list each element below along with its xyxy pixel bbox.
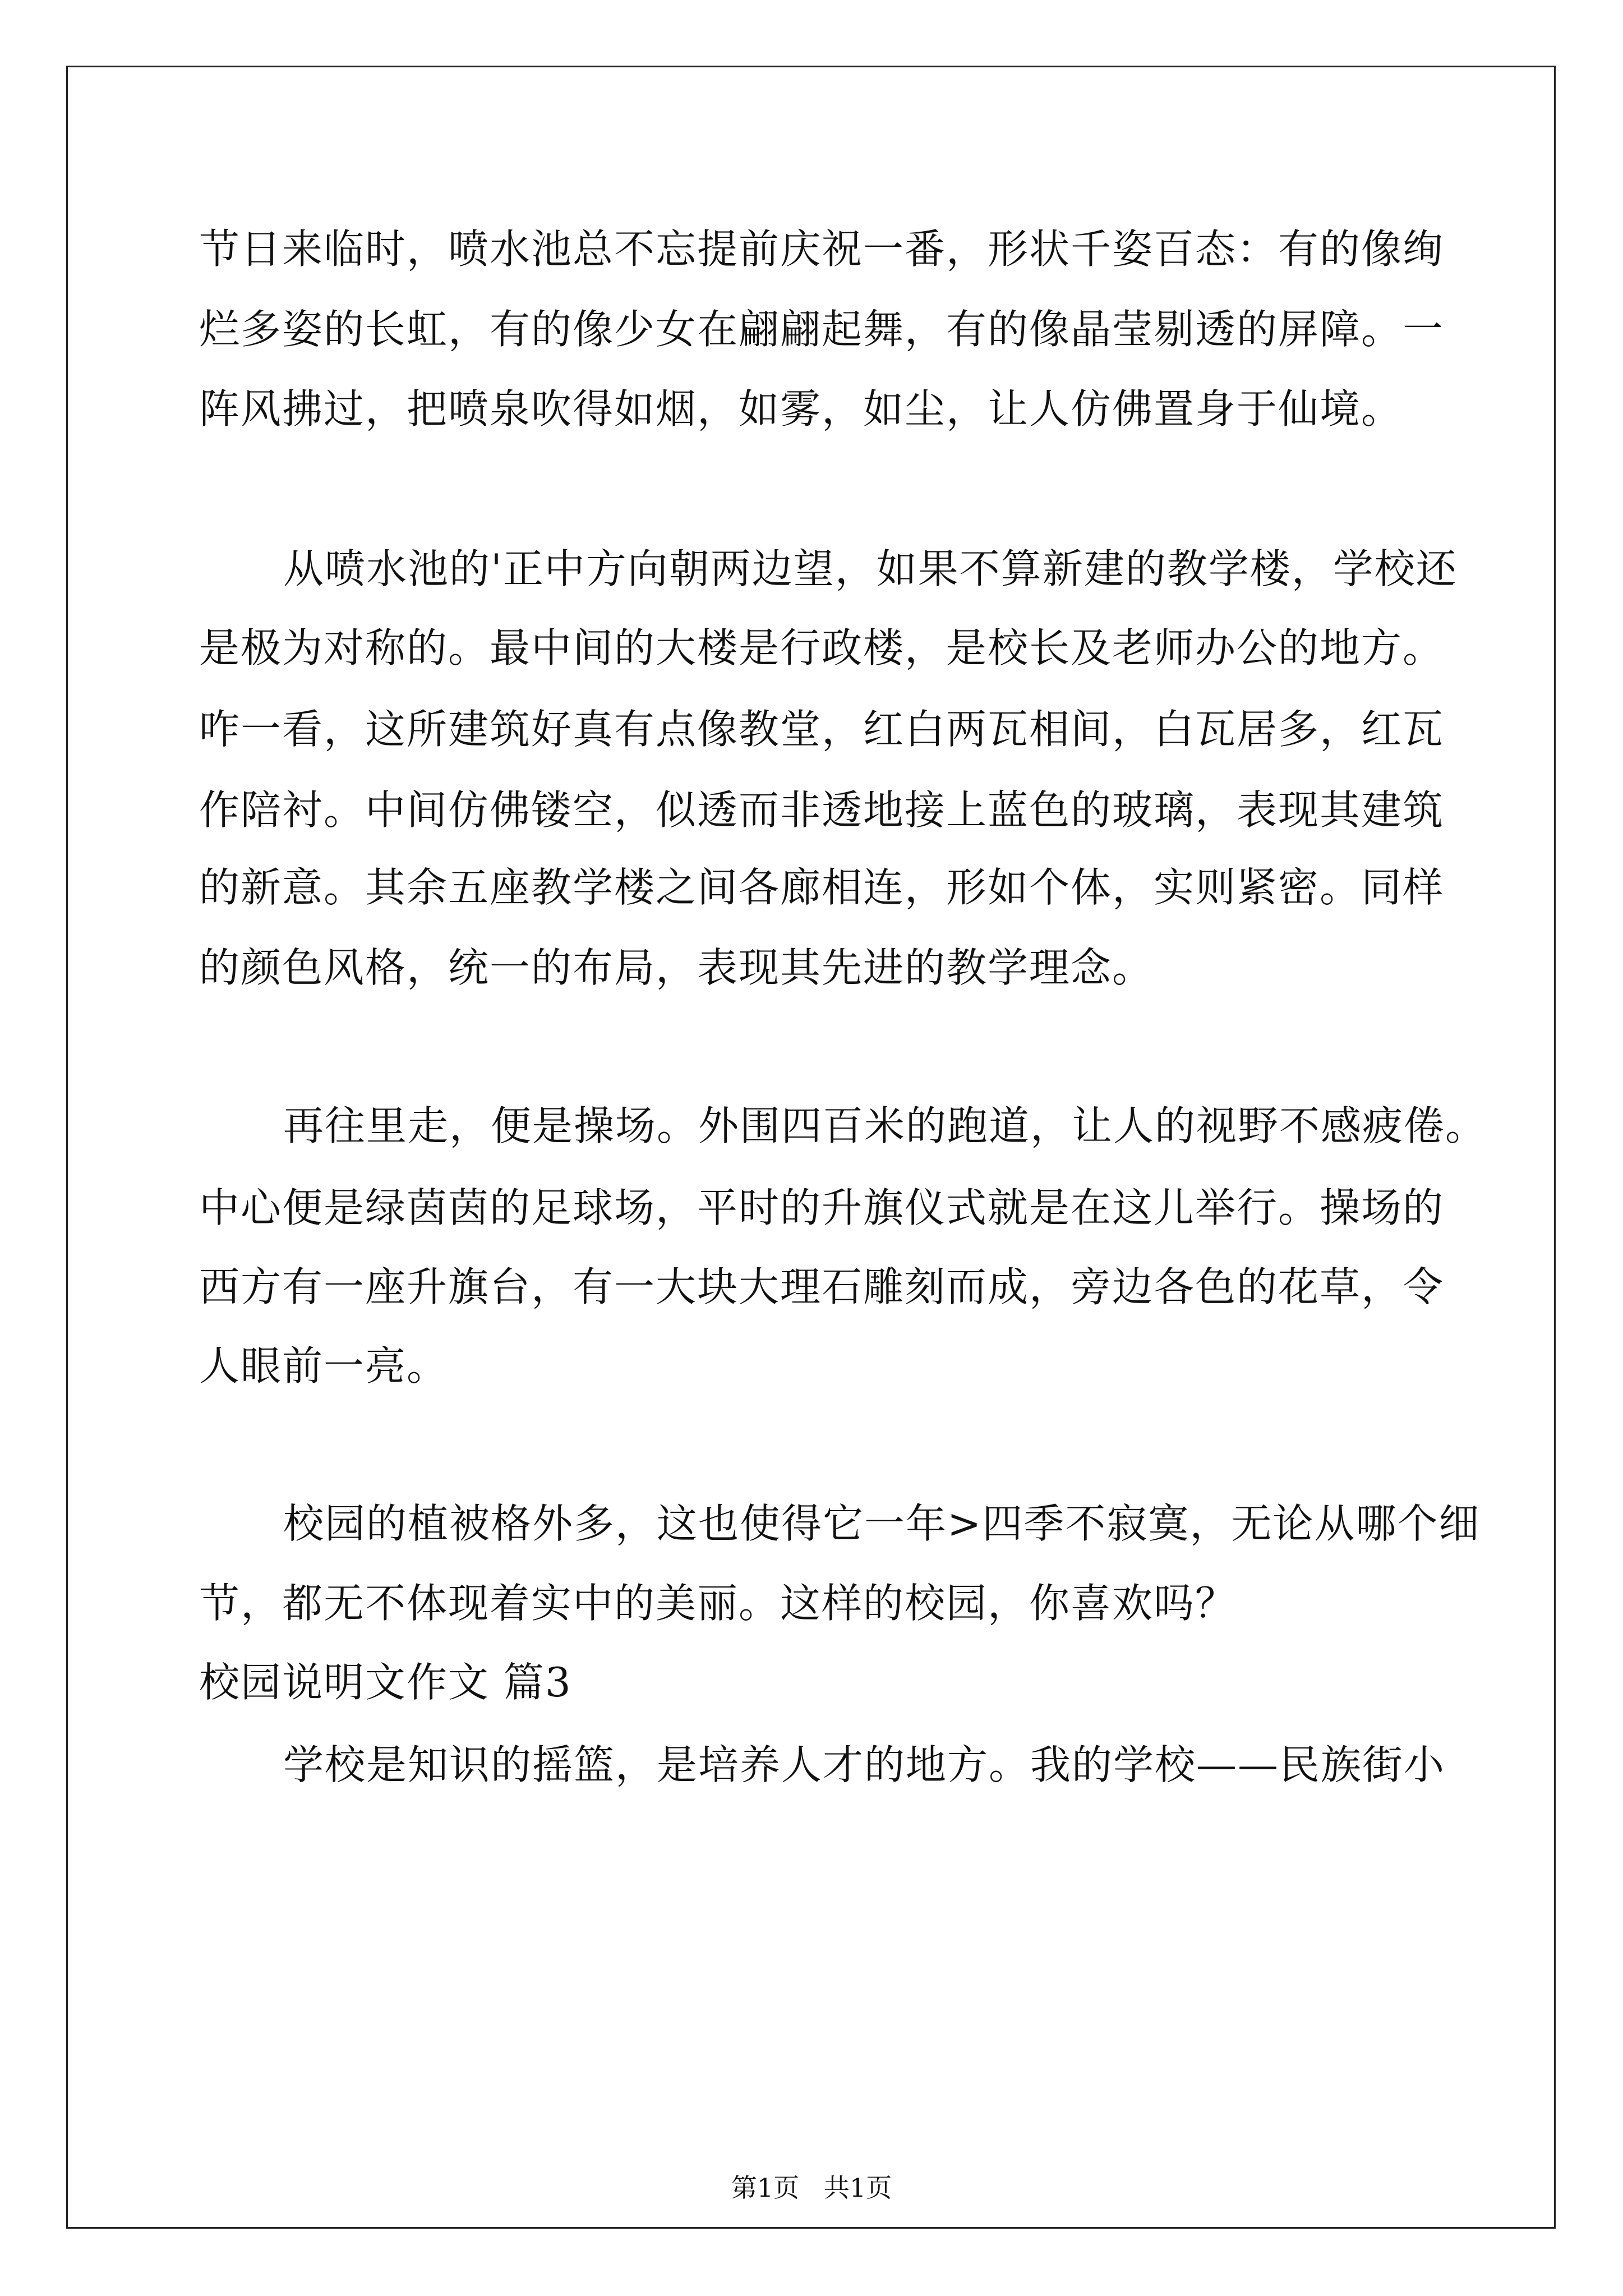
section-heading: 校园说明文作文 篇3 bbox=[199, 1659, 572, 1706]
paragraph-line: 是极为对称的。最中间的大楼是行政楼，是校长及老师办公的地方。 bbox=[199, 624, 1445, 671]
paragraph-line: 阵风拂过，把喷泉吹得如烟，如雾，如尘，让人仿佛置身于仙境。 bbox=[199, 385, 1403, 432]
paragraph-line: 烂多姿的长虹，有的像少女在翩翩起舞，有的像晶莹剔透的屏障。一 bbox=[199, 306, 1445, 353]
paragraph-line: 再往里走，便是操场。外围四百米的跑道，让人的视野不感疲倦。 bbox=[283, 1102, 1487, 1149]
page-footer: 第1页 共1页 bbox=[731, 2173, 892, 2203]
paragraph-line: 节，都无不体现着实中的美丽。这样的校园，你喜欢吗？ bbox=[199, 1580, 1237, 1627]
paragraph-line: 校园的植被格外多，这也使得它一年>四季不寂寞，无论从哪个细 bbox=[283, 1500, 1481, 1547]
paragraph-line: 人眼前一亮。 bbox=[199, 1342, 449, 1389]
paragraph-line: 的新意。其余五座教学楼之间各廊相连，形如个体，实则紧密。同样 bbox=[199, 864, 1445, 911]
paragraph-line: 学校是知识的摇篮，是培养人才的地方。我的学校——民族街小 bbox=[283, 1741, 1446, 1788]
paragraph-line: 中心便是绿茵茵的足球场，平时的升旗仪式就是在这儿举行。操场的 bbox=[199, 1184, 1445, 1231]
paragraph-line: 节日来临时，喷水池总不忘提前庆祝一番，形状千姿百态：有的像绚 bbox=[199, 226, 1445, 273]
paragraph-line: 的颜色风格，统一的布局，表现其先进的教学理念。 bbox=[199, 944, 1154, 991]
paragraph-line: 作陪衬。中间仿佛镂空，似透而非透地接上蓝色的玻璃，表现其建筑 bbox=[199, 786, 1445, 834]
paragraph-line: 咋一看，这所建筑好真有点像教堂，红白两瓦相间，白瓦居多，红瓦 bbox=[199, 706, 1445, 753]
paragraph-line: 西方有一座升旗台，有一大块大理石雕刻而成，旁边各色的花草，令 bbox=[199, 1263, 1445, 1310]
paragraph-line: 从喷水池的'正中方向朝两边望，如果不算新建的教学楼，学校还 bbox=[283, 545, 1458, 592]
